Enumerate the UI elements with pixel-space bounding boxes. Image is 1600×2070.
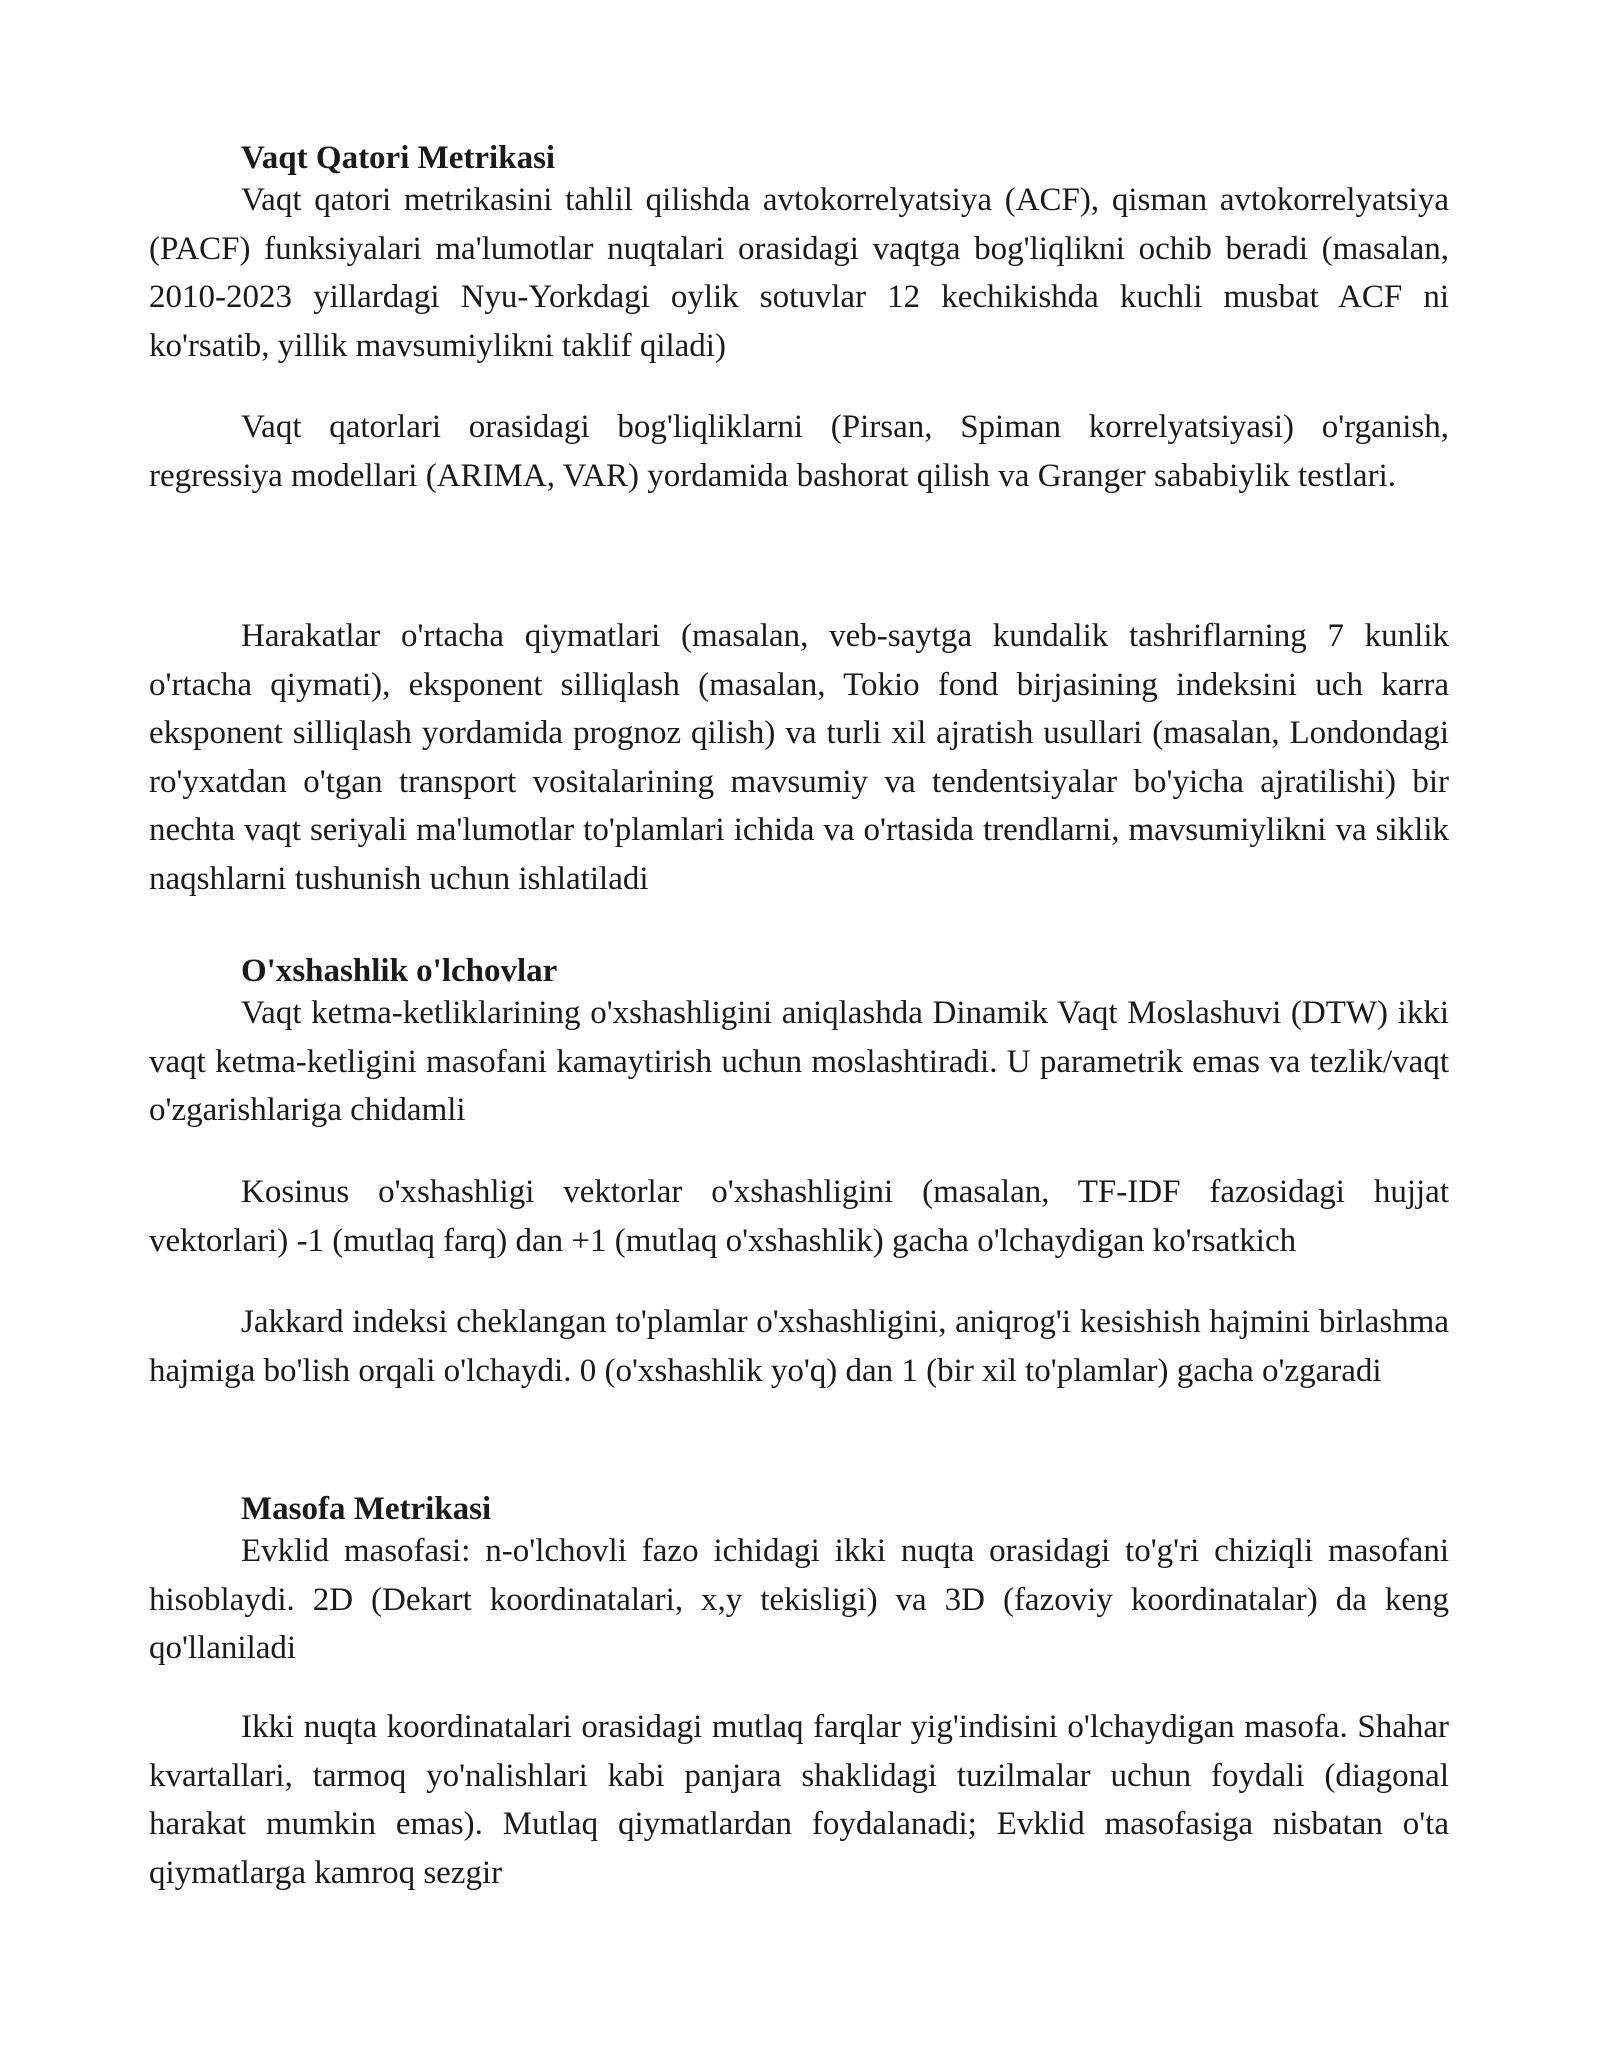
- paragraph-manhattan-distance: Ikki nuqta koordinatalari orasidagi mutlaq farqlar yig'indisini o'lchaydigan masofa. Shahar kvartallari, tarmoq yo'nalishlari kabi panjara shaklidagi tuzilmalar uchun foydali (diagonal harakat mumkin emas). Mutlaq qiymatlardan foydalanadi; Evklid masofasiga nisbatan o'ta qiymatlarga kamroq sezgir: [149, 1709, 1449, 1891]
- paragraph-euclidean-distance: Evklid masofasi: n-o'lchovli fazo ichidagi ikki nuqta orasidagi to'g'ri chiziqli masofani hisoblaydi. 2D (Dekart koordinatalari, x,y tekisligi) va 3D (fazoviy koordinatalar) da keng qo'llaniladi: [149, 1533, 1449, 1666]
- paragraph-jaccard-index: Jakkard indeksi cheklangan to'plamlar o'xshashligini, aniqrog'i kesishish hajmini birlashma hajmiga bo'lish orqali o'lchaydi. 0 (o'xshashlik yo'q) dan 1 (bir xil to'plamlar) gacha o'zgaradi: [149, 1304, 1449, 1389]
- paragraph-cosine-similarity: Kosinus o'xshashligi vektorlar o'xshashligini (masalan, TF-IDF fazosidagi hujjat vektorlari) -1 (mutlaq farq) dan +1 (mutlaq o'xshashlik) gacha o'lchaydigan ko'rsatkich: [149, 1174, 1449, 1259]
- paragraph-dtw: Vaqt ketma-ketliklarining o'xshashligini aniqlashda Dinamik Vaqt Moslashuvi (DTW) ikki vaqt ketma-ketligini masofani kamaytirish uchun moslashtiradi. U parametrik emas va tezlik/vaqt o'zgarishlariga chidamli: [149, 995, 1449, 1128]
- paragraph-correlation-regression: Vaqt qatorlari orasidagi bog'liqliklarni (Pirsan, Spiman korrelyatsiyasi) o'rganish, regressiya modellari (ARIMA, VAR) yordamida bashorat qilish va Granger sababiylik testlari.: [149, 409, 1449, 494]
- section-heading-time-series: Vaqt Qatori Metrikasi: [241, 140, 556, 176]
- paragraph-acf-pacf: Vaqt qatori metrikasini tahlil qilishda avtokorrelyatsiya (ACF), qisman avtokorrelyatsiya (PACF) funksiyalari ma'lumotlar nuqtalari orasidagi vaqtga bog'liqlikni ochib beradi (masalan, 2010-2023 yillardagi Nyu-Yorkdagi oylik sotuvlar 12 kechikishda kuchli musbat ACF ni ko'rsatib, yillik mavsumiylikni taklif qiladi): [149, 182, 1449, 364]
- paragraph-moving-averages: Harakatlar o'rtacha qiymatlari (masalan, veb-saytga kundalik tashriflarning 7 kunlik o'rtacha qiymati), eksponent silliqlash (masalan, Tokio fond birjasining indeksini uch karra eksponent silliqlash yordamida prognoz qilish) va turli xil ajratish usullari (masalan, Londondagi ro'yxatdan o'tgan transport vositalarining mavsumiy va tendentsiyalar bo'yicha ajratilishi) bir nechta vaqt seriyali ma'lumotlar to'plamlari ichida va o'rtasida trendlarni, mavsumiylikni va siklik naqshlarni tushunish uchun ishlatiladi: [149, 618, 1449, 897]
- section-heading-distance: Masofa Metrikasi: [241, 1491, 492, 1527]
- section-heading-similarity: O'xshashlik o'lchovlar: [241, 953, 558, 989]
